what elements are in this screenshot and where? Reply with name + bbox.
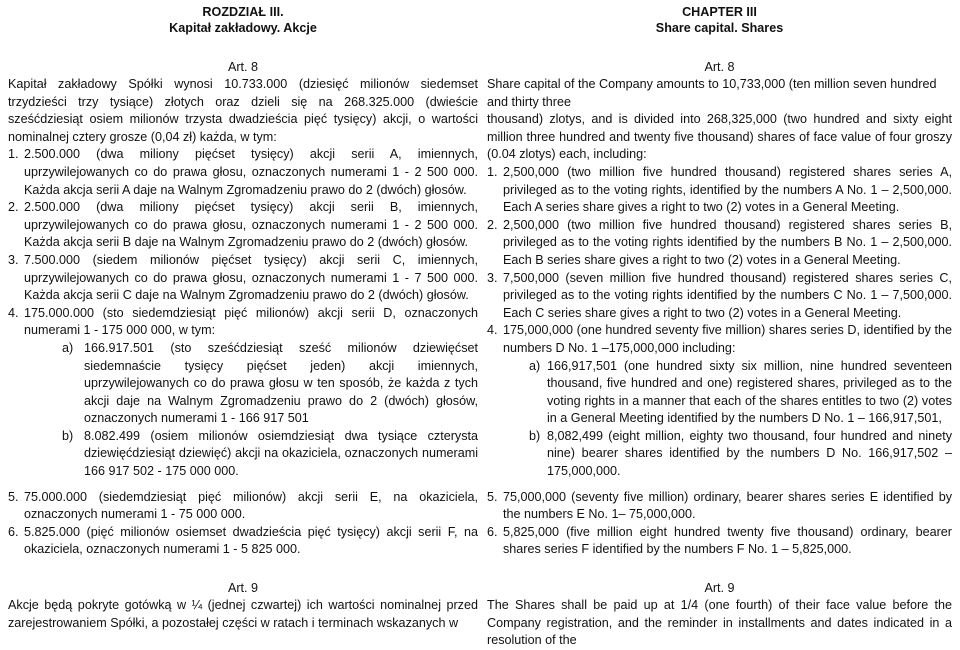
item-text: 175,000,000 (one hundred seventy five million) shares series D, identified by the numbers D No. 1 –175,000,000 including: bbox=[503, 323, 952, 355]
item-number: 2. bbox=[487, 217, 498, 232]
sub-item-letter: a) bbox=[62, 340, 74, 355]
list-item bbox=[487, 489, 952, 524]
item-number: 1. bbox=[8, 147, 19, 162]
item-text: 5,825,000 (five million eight hundred twenty five thousand) ordinary, bearer shares series F identified by the numbers F No. 1 – 5,825,000. bbox=[503, 524, 952, 557]
item-text: 2,500,000 (two million five hundred thousand) registered shares series A, privileged as to the voting rights, identified by the numbers A No. 1 – 2,500,000. Each A series share gives a right to two (2) votes in a General Meeting. bbox=[503, 164, 952, 215]
item-number: 3. bbox=[487, 270, 498, 285]
item-text: 75.000.000 (siedemdziesiąt pięć milionów) akcji serii E, na okaziciela, oznaczonych numerami 1 - 75 000 000. bbox=[24, 489, 478, 522]
item-text: 2,500,000 (two million five hundred thousand) registered shares series B, privileged as to the voting rights identified by the numbers B No. 1 – 2,500,000. Each B series share gives a right to two (2) votes in a General Meeting. bbox=[503, 217, 952, 267]
item-text: 2.500.000 (dwa miliony pięćset tysięcy) akcji serii B, imiennych, uprzywilejowanych co do prawa głosu, oznaczonych numerami 1 - 2 500 000. Każda akcja serii B daje na Walnym Zgromadzeniu prawo do 2 (dwóch) głosów. bbox=[24, 200, 478, 250]
list-item bbox=[487, 270, 952, 323]
item-number: 5. bbox=[487, 489, 498, 504]
sub-item-text: 166.917.501 (sto sześćdziesiąt sześć milionów dziewięćset siedemnaście tysięcy pięćset jeden) akcji imiennych, uprzywilejowanych co do prawa głosu w ten sposób, że każda z tych akcji daje na Walnym Zgromadzeniu prawo do 2 (dwóch) głosów, oznaczonych numerami 1 - 166 917 501 bbox=[84, 340, 478, 426]
list-item bbox=[487, 217, 952, 270]
english-column bbox=[487, 0, 952, 650]
list-item bbox=[487, 164, 952, 217]
article-9-text: The Shares shall be paid up at 1/4 (one fourth) of their face value before the Company registration, and the reminder in installments and dates indicated in a resolution of the bbox=[487, 598, 952, 648]
item-text: 75,000,000 (seventy five million) ordinary, bearer shares series E identified by the numbers E No. 1– 75,000,000. bbox=[503, 489, 952, 522]
list-item bbox=[8, 489, 478, 524]
chapter-number: ROZDZIAŁ III. bbox=[202, 5, 284, 19]
article-8-intro: Share capital of the Company amounts to 10,733,000 (ten million seven hundred and thirty three bbox=[487, 77, 937, 109]
chapter-number: CHAPTER III bbox=[682, 5, 757, 19]
sub-item-text: 8,082,499 (eight million, eighty two thousand, four hundred and ninety nine) bearer shares identified by the numbers D No. 166,917,502 – 175,000,000. bbox=[547, 428, 952, 479]
list-item bbox=[8, 199, 478, 252]
polish-column bbox=[8, 0, 478, 632]
chapter-heading bbox=[8, 4, 478, 36]
item-text: 7.500.000 (siedem milionów pięćset tysięcy) akcji serii C, imiennych, uprzywilejowanych co do prawa głosu, oznaczonych numerami 1 - 7 500 000. Każda akcja serii C daje na Walnym Zgromadzeniu prawo do 2 (dwóch) głosów. bbox=[24, 252, 478, 303]
item-number: 6. bbox=[8, 524, 19, 539]
list-item bbox=[487, 524, 952, 559]
item-number: 4. bbox=[8, 305, 19, 320]
list-item bbox=[8, 252, 478, 305]
item-text: 175.000.000 (sto siedemdziesiąt pięć milionów) akcji serii D, oznaczonych numerami 1 - 175 000 000, w tym: bbox=[24, 305, 478, 338]
item-text: 7,500,000 (seven million five hundred thousand) registered shares series C, privileged as to the voting rights identified by the numbers C No. 1 – 7,500,000. Each C series share gives a right to two (2) votes in a General Meeting. bbox=[503, 270, 952, 320]
item-number: 1. bbox=[487, 164, 498, 179]
chapter-title: Kapitał zakładowy. Akcje bbox=[169, 21, 317, 35]
article-9-heading: Art. 9 bbox=[227, 581, 259, 596]
chapter-heading bbox=[487, 4, 952, 36]
list-item bbox=[8, 305, 478, 340]
item-number: 3. bbox=[8, 252, 19, 267]
list-item bbox=[487, 322, 952, 357]
list-item bbox=[8, 524, 478, 559]
sub-item-text: 8.082.499 (osiem milionów osiemdziesiąt dwa tysiące czterysta dziewięćdziesiąt dziewięć) akcji na okaziciela, oznaczonych numerami 166 917 502 - 175 000 000. bbox=[84, 428, 478, 479]
item-number: 6. bbox=[487, 524, 498, 539]
article-9-text: Akcje będą pokryte gotówką w ¼ (jednej czwartej) ich wartości nominalnej przed zarejestrowaniem Spółki, a pozostałej części w ratach i terminach wskazanych w bbox=[8, 598, 478, 630]
chapter-title: Share capital. Shares bbox=[655, 21, 784, 35]
item-text: 5.825.000 (pięć milionów osiemset dwadzieścia pięć tysięcy) akcji serii F, na okaziciela, oznaczonych numerami 1 - 5 825 000. bbox=[24, 524, 478, 557]
article-8-intro: Kapitał zakładowy Spółki wynosi 10.733.000 (dziesięć milionów siedemset trzydzieści trzy tysiące) złotych oraz dzieli się na 268.325.000 (dwieście sześćdziesiąt osiem milionów trzysta dwadzieścia pięć tysięcy) akcji, o wartości nominalnej cztery grosze (0,04 zł) każda, w tym: bbox=[8, 77, 478, 144]
list-item bbox=[8, 146, 478, 199]
sub-item-letter: a) bbox=[529, 358, 541, 373]
article-8-intro-continued: thousand) zlotys, and is divided into 268,325,000 (two hundred and sixty eight million three hundred and twenty five thousand) shares of face value of four groszy (0.04 zlotys) each, including: bbox=[487, 112, 952, 162]
item-number: 5. bbox=[8, 489, 19, 504]
item-text: 2.500.000 (dwa miliony pięćset tysięcy) akcji serii A, imiennych, uprzywilejowanych co do prawa głosu, oznaczonych numerami 1 - 2 500 000. Każda akcja serii A daje na Walnym Zgromadzeniu prawo do 2 (dwóch) głosów. bbox=[24, 147, 478, 197]
item-number: 2. bbox=[8, 200, 19, 215]
article-8-heading: Art. 8 bbox=[704, 60, 735, 74]
sub-list-item bbox=[487, 428, 952, 481]
article-8-heading: Art. 8 bbox=[227, 60, 259, 74]
item-number: 4. bbox=[487, 323, 498, 338]
sub-item-text: 166,917,501 (one hundred sixty six million, nine hundred seventeen thousand, five hundred and one) registered shares, privileged as to the voting rights in a manner that each of the shares entitles to two (2) votes in a General Meeting identified by the numbers D No. 1 – 166,917,501, bbox=[547, 358, 952, 426]
sub-item-letter: b) bbox=[529, 428, 541, 443]
sub-list-item bbox=[8, 340, 478, 428]
sub-list-item bbox=[8, 428, 478, 481]
article-9-heading: Art. 9 bbox=[704, 581, 735, 596]
sub-list-item bbox=[487, 358, 952, 428]
sub-item-letter: b) bbox=[62, 428, 74, 443]
